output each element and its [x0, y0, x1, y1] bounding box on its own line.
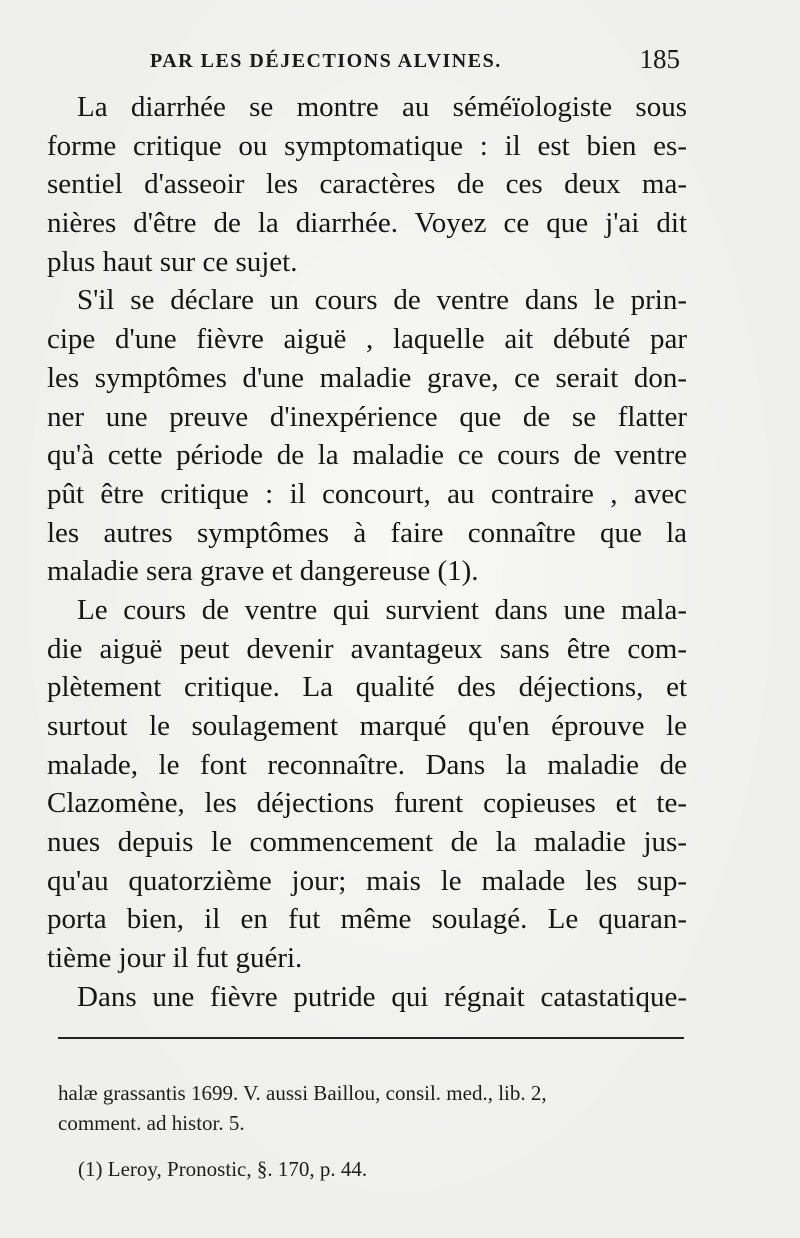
- text-line: Clazomène, les déjections furent copieuses et te-: [47, 787, 687, 820]
- text-line: plus haut sur ce sujet.: [47, 245, 298, 278]
- text-line: malade, le font reconnaître. Dans la maladie de: [47, 748, 687, 781]
- text-line: porta bien, il en fut même soulagé. Le quaran-: [47, 903, 687, 936]
- text-line: cipe d'une fièvre aiguë , laquelle ait débuté par: [47, 323, 687, 356]
- text-line: sentiel d'asseoir les caractères de ces deux ma-: [47, 168, 687, 201]
- footnotes: [58, 1078, 688, 1184]
- text-line: maladie sera grave et dangereuse (1).: [47, 555, 479, 588]
- text-line: forme critique ou symptomatique : il est bien es-: [47, 129, 687, 162]
- page-number: 185: [639, 44, 680, 74]
- text-line: La diarrhée se montre au séméïologiste sous: [77, 91, 687, 123]
- text-line: ner une preuve d'inexpérience que de se flatter: [47, 400, 687, 433]
- body-text: [47, 88, 687, 1017]
- text-line: die aiguë peut devenir avantageux sans être com-: [47, 632, 687, 665]
- text-line: Le cours de ventre qui survient dans une mala-: [77, 593, 687, 626]
- text-line: qu'à cette période de la maladie ce cours de ventre: [47, 439, 687, 472]
- footnote-line: (1) Leroy, Pronostic, §. 170, p. 44.: [78, 1157, 368, 1181]
- text-line: pût être critique : il concourt, au contraire , avec: [47, 477, 687, 510]
- footnote-line: halæ grassantis 1699. V. aussi Baillou, consil. med., lib. 2,: [58, 1081, 547, 1105]
- text-line: les autres symptômes à faire connaître que la: [47, 516, 687, 549]
- text-line: tième jour il fut guéri.: [47, 942, 303, 975]
- text-line: nues depuis le commencement de la maladie jus-: [47, 826, 687, 859]
- running-head: [150, 44, 680, 78]
- text-line: S'il se déclare un cours de ventre dans le prin-: [77, 284, 687, 317]
- running-head-title: PAR LES DÉJECTIONS ALVINES.: [150, 50, 502, 72]
- text-line: plètement critique. La qualité des déjections, et: [47, 671, 687, 704]
- text-line: nières d'être de la diarrhée. Voyez ce que j'ai dit: [47, 207, 687, 240]
- footnote-line: comment. ad histor. 5.: [58, 1111, 245, 1135]
- text-line: les symptômes d'une maladie grave, ce serait don-: [47, 361, 687, 394]
- text-line: surtout le soulagement marqué qu'en éprouve le: [47, 710, 687, 742]
- text-line: Dans une fièvre putride qui régnait catastatique-: [77, 980, 687, 1013]
- footnote-rule: [58, 1037, 684, 1039]
- text-line: qu'au quatorzième jour; mais le malade les sup-: [47, 864, 687, 897]
